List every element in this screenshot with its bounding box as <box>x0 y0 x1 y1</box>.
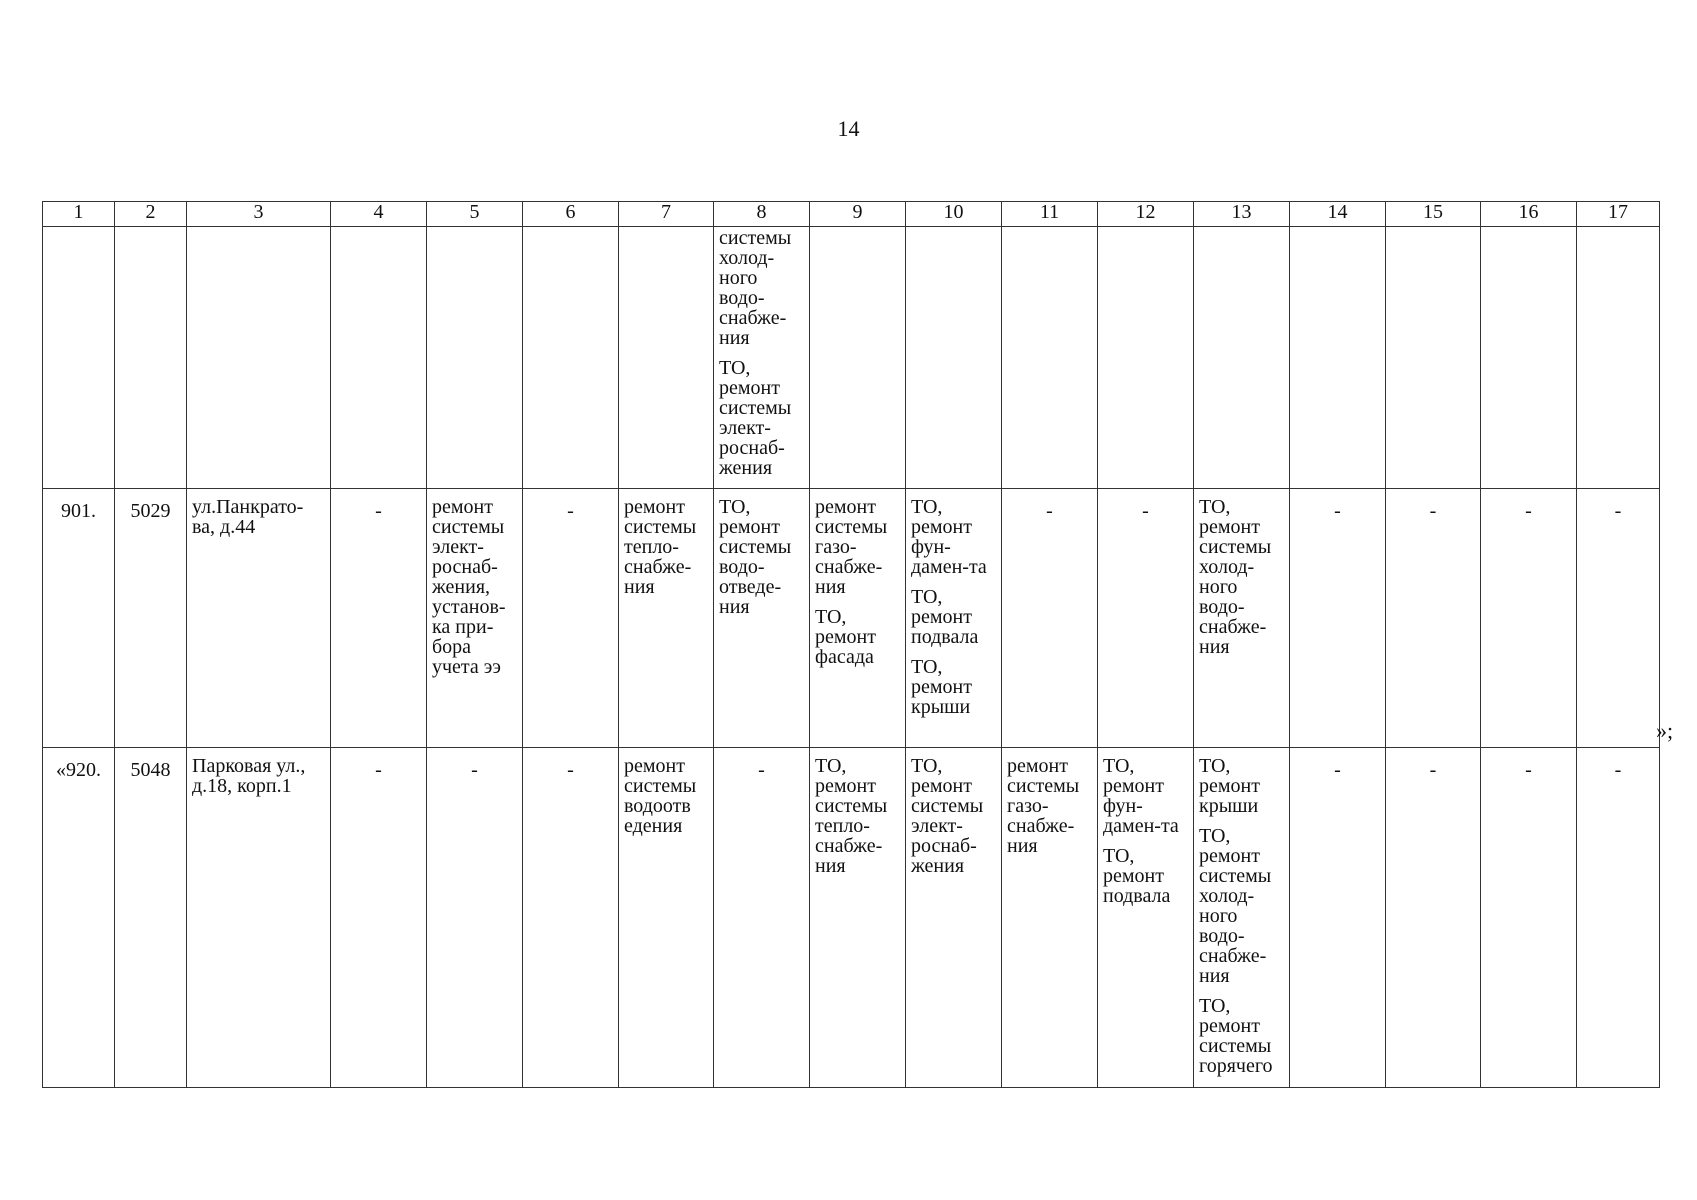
table-cell: - <box>1290 489 1386 748</box>
table-cell <box>427 489 523 748</box>
column-header: 17 <box>1577 202 1660 227</box>
table-cell: - <box>331 489 427 748</box>
table-cell <box>1194 748 1290 1088</box>
table-cell <box>187 227 331 489</box>
column-header: 1 <box>43 202 115 227</box>
column-header: 8 <box>714 202 810 227</box>
column-header: 4 <box>331 202 427 227</box>
work-schedule-table <box>42 201 1660 1088</box>
work-entry: ТО, ремонт фун-дамен-та <box>1103 755 1179 837</box>
column-header: 6 <box>523 202 619 227</box>
work-entry: ТО, ремонт подвала <box>1103 845 1171 907</box>
closing-quote-mark: »; <box>1656 718 1674 743</box>
work-entry: ТО, ремонт системы элект-роснаб-жения <box>719 357 792 479</box>
column-header: 15 <box>1386 202 1481 227</box>
building-address: ул.Панкрато-ва, д.44 <box>187 489 331 748</box>
table-cell <box>1098 748 1194 1088</box>
work-entry: ТО, ремонт системы холод-ного водо-снабже-ния <box>1199 496 1272 658</box>
table-cell <box>1194 227 1290 489</box>
table-cell <box>1002 748 1098 1088</box>
work-entry: ТО, ремонт подвала <box>911 586 979 648</box>
table-cell <box>1386 227 1481 489</box>
table-cell <box>714 489 810 748</box>
table-cell <box>43 227 115 489</box>
building-code: 5048 <box>115 748 187 1088</box>
table-cell: - <box>1386 489 1481 748</box>
table-cell: - <box>331 748 427 1088</box>
table-cell <box>1098 227 1194 489</box>
table-cell <box>1002 227 1098 489</box>
table-row-901 <box>43 489 1660 748</box>
table-cell <box>331 227 427 489</box>
work-entry: ТО, ремонт крыши <box>911 656 972 718</box>
column-number-row <box>43 202 1660 227</box>
table-cell <box>427 227 523 489</box>
table-cell: - <box>1290 748 1386 1088</box>
table-cell <box>810 227 906 489</box>
work-entry: системы холод-ного водо-снабже-ния <box>719 227 792 349</box>
table-cell <box>523 227 619 489</box>
column-header: 16 <box>1481 202 1577 227</box>
table-cell <box>810 748 906 1088</box>
table-cell: - <box>1002 489 1098 748</box>
table-cell <box>906 489 1002 748</box>
building-code: 5029 <box>115 489 187 748</box>
table-cell <box>619 748 714 1088</box>
work-entry: ТО, ремонт крыши <box>1199 755 1260 817</box>
work-entry: ТО, ремонт системы горячего <box>1199 995 1273 1077</box>
column-header: 12 <box>1098 202 1194 227</box>
column-header: 14 <box>1290 202 1386 227</box>
column-header: 9 <box>810 202 906 227</box>
table-row-920 <box>43 748 1660 1088</box>
table-cell: - <box>714 748 810 1088</box>
table-cell <box>619 489 714 748</box>
table-cell: - <box>1577 748 1660 1088</box>
table-cell <box>1577 227 1660 489</box>
table-cell <box>714 227 810 489</box>
table-row-continuation <box>43 227 1660 489</box>
work-entry: ТО, ремонт системы холод-ного водо-снабже-ния <box>1199 825 1272 987</box>
work-entry: ТО, ремонт фасада <box>815 606 876 668</box>
work-entry: ремонт системы элект-роснаб-жения, установ-ка при-бора учета ээ <box>432 496 506 678</box>
column-header: 10 <box>906 202 1002 227</box>
table-cell <box>115 227 187 489</box>
table-cell <box>1290 227 1386 489</box>
table-cell: - <box>1481 489 1577 748</box>
column-header: 2 <box>115 202 187 227</box>
work-entry: ТО, ремонт системы элект-роснаб-жения <box>911 755 984 877</box>
work-entry: ТО, ремонт системы тепло-снабже-ния <box>815 755 888 877</box>
table-cell <box>906 748 1002 1088</box>
table-cell: - <box>523 489 619 748</box>
table-cell <box>906 227 1002 489</box>
work-entry: ТО, ремонт системы водо-отведе-ния <box>719 496 792 618</box>
row-number: «920. <box>43 748 115 1088</box>
table-cell <box>1194 489 1290 748</box>
column-header: 11 <box>1002 202 1098 227</box>
page-number: 14 <box>837 116 860 141</box>
work-entry: ремонт системы газо-снабже-ния <box>1007 755 1080 857</box>
table-cell <box>619 227 714 489</box>
table-cell: - <box>427 748 523 1088</box>
row-number: 901. <box>43 489 115 748</box>
work-entry: ремонт системы водоотв едения <box>624 755 697 837</box>
column-header: 13 <box>1194 202 1290 227</box>
column-header: 3 <box>187 202 331 227</box>
table-cell: - <box>1386 748 1481 1088</box>
table-cell: - <box>523 748 619 1088</box>
table-cell <box>810 489 906 748</box>
column-header: 7 <box>619 202 714 227</box>
table-cell: - <box>1577 489 1660 748</box>
work-entry: ТО, ремонт фун-дамен-та <box>911 496 987 578</box>
table-cell <box>1481 227 1577 489</box>
column-header: 5 <box>427 202 523 227</box>
building-address: Парковая ул., д.18, корп.1 <box>187 748 331 1088</box>
table-cell: - <box>1098 489 1194 748</box>
work-entry: ремонт системы тепло-снабже-ния <box>624 496 697 598</box>
work-entry: ремонт системы газо-снабже-ния <box>815 496 888 598</box>
table-cell: - <box>1481 748 1577 1088</box>
